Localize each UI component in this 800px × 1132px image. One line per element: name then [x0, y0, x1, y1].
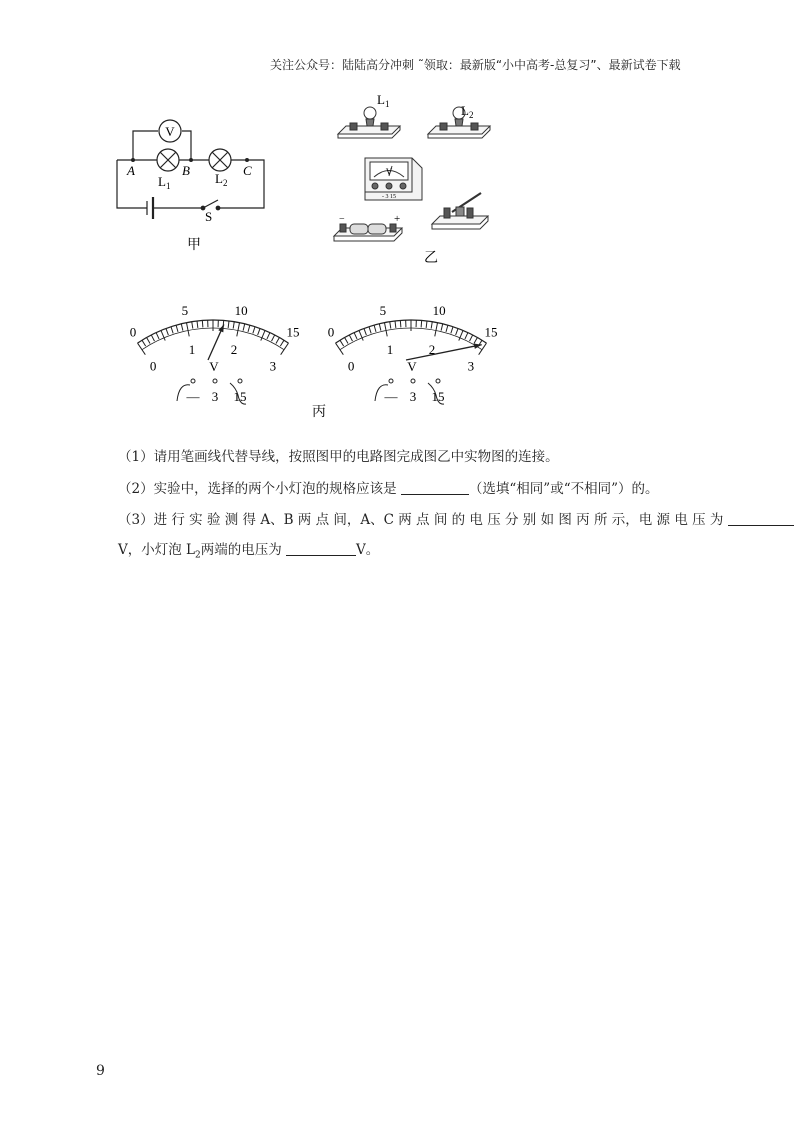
dial-tick [431, 322, 432, 329]
page-number: 9 [96, 1063, 105, 1079]
dial-scale-3-label: 3 [269, 358, 277, 374]
voltmeter-label: V [165, 124, 175, 139]
question-2 [118, 479, 659, 499]
dial-scale-15-label: 0 [129, 324, 137, 340]
terminal-post [191, 379, 195, 383]
dial-unit-label: V [209, 359, 219, 374]
dial-scale-15-label: 0 [327, 324, 335, 340]
terminal-label: 3 [409, 389, 417, 404]
dial-tick [451, 327, 453, 334]
terminal-post [238, 379, 242, 383]
bulb-l1-device-label: $L_1$ [377, 92, 390, 109]
question-2-text: （2）实验中，选择的两个小灯泡的规格应该是 [118, 481, 401, 497]
terminal-post [411, 379, 415, 383]
dial-tick [281, 343, 289, 355]
point-b-label: B [182, 163, 190, 178]
dial-scale-15-label: 15 [484, 324, 498, 340]
dial-tick [470, 335, 473, 341]
dial-tick [272, 335, 275, 341]
caption-yi: 乙 [424, 250, 438, 266]
terminal-post [213, 379, 217, 383]
battery-pos-label: + [394, 213, 401, 225]
dial-tick [384, 323, 387, 337]
terminal-post [436, 379, 440, 383]
terminal-label: — [186, 389, 200, 404]
dial-tick [336, 343, 344, 355]
dial-tick [156, 333, 159, 339]
dial-tick [176, 325, 178, 332]
bulb-l2-label: $L_2$ [215, 171, 228, 188]
dial-tick [171, 327, 173, 334]
question-2-text-end: （选填“相同”或“不相同”）的。 [468, 481, 659, 497]
terminal-label: 3 [211, 389, 219, 404]
dial-scale-3-label: 0 [347, 358, 355, 374]
dial-tick [138, 343, 146, 355]
terminal-label: 15 [431, 389, 445, 404]
voltmeter-dial-2 [328, 303, 498, 404]
dial-scale-15-label: 5 [181, 302, 189, 318]
dial-tick [456, 328, 458, 335]
question-3-line2: V，小灯泡 $L_2$两端的电压为 V。 [118, 542, 380, 561]
dial-tick [276, 337, 279, 343]
circuit-diagram-jia [117, 120, 264, 219]
terminal-label: — [384, 389, 398, 404]
dial-tick [166, 328, 168, 335]
battery-neg-label: − [339, 214, 345, 225]
dial-tick [147, 337, 150, 343]
answer-blank-3a[interactable] [728, 511, 794, 526]
dial-scale-3-label: 1 [188, 342, 196, 358]
dial-tick [426, 321, 427, 328]
caption-bing: 丙 [312, 404, 326, 420]
dial-tick [446, 325, 448, 332]
bulb-l2-device-label: $L_2$ [461, 103, 474, 120]
terminal-label: 15 [233, 389, 247, 404]
dial-tick [280, 340, 284, 346]
dial-tick [374, 325, 376, 332]
dial-scale-3-label: 2 [428, 342, 436, 358]
terminal-post [389, 379, 393, 383]
dial-tick [186, 323, 189, 337]
dial-scale-15-label: 10 [432, 302, 446, 318]
dial-tick [395, 321, 396, 328]
switch-label: S [205, 209, 213, 224]
question-1: （1）请用笔画线代替导线，按照图甲的电路图完成图乙中实物图的连接。 [118, 449, 559, 465]
dial-tick [400, 320, 401, 327]
question-3-text: （3）进 行 实 验 测 得 A、B 两 点 间，A、C 两 点 间 的 电 压 分 别 如 图 丙 所 示，电 源 电 压 为 [118, 512, 728, 528]
caption-jia: 甲 [187, 237, 201, 253]
dial-tick [474, 337, 477, 343]
dial-scale-15-label: 10 [234, 302, 248, 318]
dial-tick [465, 333, 468, 339]
dial-tick [248, 325, 250, 332]
answer-blank-3b[interactable] [286, 541, 356, 556]
point-c-label: C [243, 163, 252, 178]
dial-scale-15-label: 15 [286, 324, 300, 340]
dial-tick [349, 335, 352, 341]
dial-tick [354, 333, 357, 339]
page-header: 关注公众号：陆陆高分冲刺 ˜领取：最新版“小中高考-总复习”、最新试卷下载 [270, 58, 681, 72]
dial-tick [421, 320, 422, 327]
dial-tick [267, 333, 270, 339]
bulb-holder-l1 [338, 107, 400, 138]
question-3 [118, 510, 794, 530]
dial-unit-label: V [407, 359, 417, 374]
answer-blank-2[interactable] [401, 480, 469, 495]
dial-tick [228, 321, 229, 328]
dial-tick [181, 324, 183, 331]
dial-tick [243, 324, 245, 331]
dial-tick [340, 340, 344, 346]
dial-tick [390, 322, 391, 329]
components-yi [334, 107, 490, 241]
dial-tick [237, 323, 240, 337]
dial-scale-3-label: 3 [467, 358, 475, 374]
voltmeter-device-symbol: V [385, 167, 393, 177]
dial-tick [441, 324, 443, 331]
dial-scale-15-label: 5 [379, 302, 387, 318]
voltmeter-dial-1 [130, 303, 300, 404]
dial-scale-3-label: 1 [386, 342, 394, 358]
dial-scale-3-label: 2 [230, 342, 238, 358]
dial-tick [192, 322, 193, 329]
dial-tick [151, 335, 154, 341]
battery-holder [334, 224, 402, 241]
bulb-l1-label: $L_1$ [158, 174, 171, 191]
dial-tick [379, 324, 381, 331]
dial-tick [253, 327, 255, 334]
dial-tick [197, 321, 198, 328]
dial-tick [345, 337, 348, 343]
dial-tick [258, 328, 260, 335]
point-a-label: A [127, 163, 135, 178]
bulb-holder-l2 [428, 107, 490, 138]
dial-tick [369, 327, 371, 334]
dial-scale-3-label: 0 [149, 358, 157, 374]
dial-tick [364, 328, 366, 335]
dial-tick [142, 340, 146, 346]
dial-tick [202, 320, 203, 327]
dial-tick [435, 323, 438, 337]
voltmeter-device-terminals: - 3 15 [382, 194, 396, 200]
dial-tick [233, 322, 234, 329]
switch-device [432, 193, 488, 229]
